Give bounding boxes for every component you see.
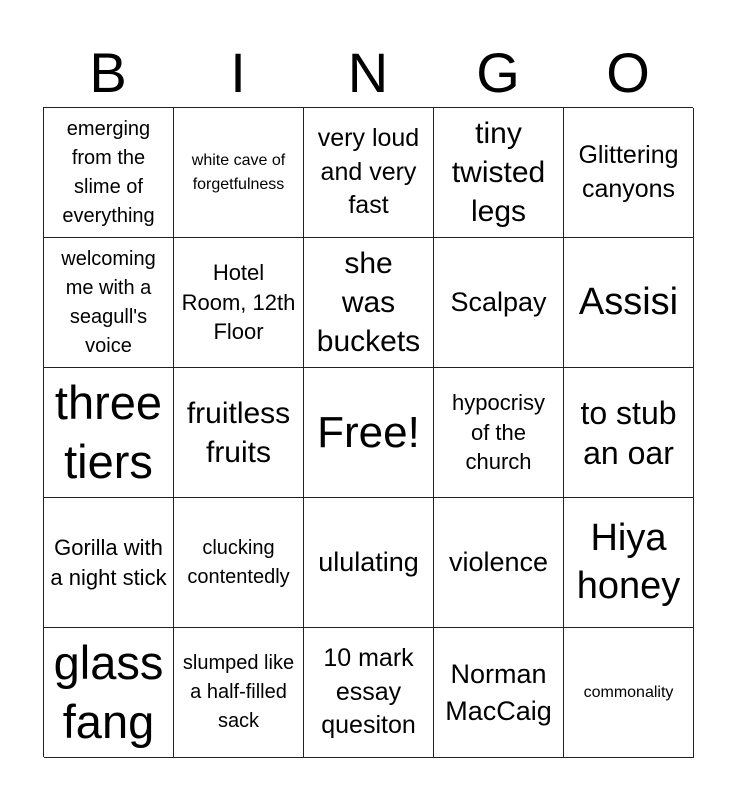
cell-text: emerging from the slime of everything xyxy=(62,117,155,227)
bingo-card-grid xyxy=(43,107,693,757)
bingo-cell[interactable] xyxy=(304,498,434,628)
cell-text: very loud and very fast xyxy=(317,123,420,220)
header-letter-o: O xyxy=(606,41,650,104)
bingo-cell[interactable] xyxy=(44,498,174,628)
bingo-cell[interactable] xyxy=(44,238,174,368)
bingo-header xyxy=(43,38,693,108)
cell-text: welcoming me with a seagull's voice xyxy=(61,247,156,357)
cell-text: hypocrisy of the church xyxy=(452,389,545,475)
bingo-cell[interactable] xyxy=(304,628,434,758)
cell-text: clucking contentedly xyxy=(187,536,290,588)
cell-text: commonality xyxy=(583,683,674,701)
header-letter-g: G xyxy=(476,41,520,104)
bingo-cell[interactable] xyxy=(564,368,694,498)
cell-text: to stub an oar xyxy=(580,394,677,471)
bingo-cell[interactable] xyxy=(44,368,174,498)
cell-text: glass fang xyxy=(53,635,164,748)
cell-text: three tiers xyxy=(54,375,163,488)
bingo-cell[interactable] xyxy=(174,238,304,368)
cell-text: white cave of forgetfulness xyxy=(191,152,286,193)
cell-text: violence xyxy=(448,547,549,578)
bingo-cell[interactable] xyxy=(174,628,304,758)
bingo-cell[interactable] xyxy=(44,628,174,758)
cell-text: Hiya honey xyxy=(576,517,681,607)
cell-text: 10 mark essay quesiton xyxy=(321,643,416,740)
cell-text: Hotel Room, 12th Floor xyxy=(181,259,296,345)
cell-text: Gorilla with a night stick xyxy=(50,534,167,590)
bingo-cell[interactable] xyxy=(174,498,304,628)
cell-text: she was buckets xyxy=(316,247,421,358)
bingo-cell[interactable] xyxy=(174,368,304,498)
bingo-cell[interactable] xyxy=(434,368,564,498)
bingo-cell[interactable] xyxy=(434,498,564,628)
bingo-cell[interactable] xyxy=(304,108,434,238)
cell-text: Scalpay xyxy=(450,287,547,318)
cell-text: slumped like a half-filled sack xyxy=(182,652,295,732)
bingo-cell[interactable] xyxy=(434,628,564,758)
bingo-cell[interactable] xyxy=(304,238,434,368)
cell-text: Glittering canyons xyxy=(578,140,679,203)
cell-text: Assisi xyxy=(578,280,679,323)
bingo-cell[interactable] xyxy=(564,108,694,238)
free-space-text: Free! xyxy=(317,407,420,457)
bingo-cell[interactable] xyxy=(174,108,304,238)
bingo-cell[interactable] xyxy=(564,628,694,758)
header-letter-n: N xyxy=(347,41,389,104)
free-space-cell[interactable] xyxy=(304,368,434,498)
cell-text: tiny twisted legs xyxy=(451,117,546,228)
bingo-cell[interactable] xyxy=(434,238,564,368)
bingo-cell[interactable] xyxy=(44,108,174,238)
bingo-cell[interactable] xyxy=(564,498,694,628)
header-letter-i: I xyxy=(230,41,246,104)
bingo-cell[interactable] xyxy=(564,238,694,368)
header-letter-b: B xyxy=(89,41,127,104)
cell-text: Norman MacCaig xyxy=(445,659,552,726)
bingo-cell[interactable] xyxy=(434,108,564,238)
cell-text: fruitless fruits xyxy=(186,396,291,469)
cell-text: ululating xyxy=(318,547,419,578)
